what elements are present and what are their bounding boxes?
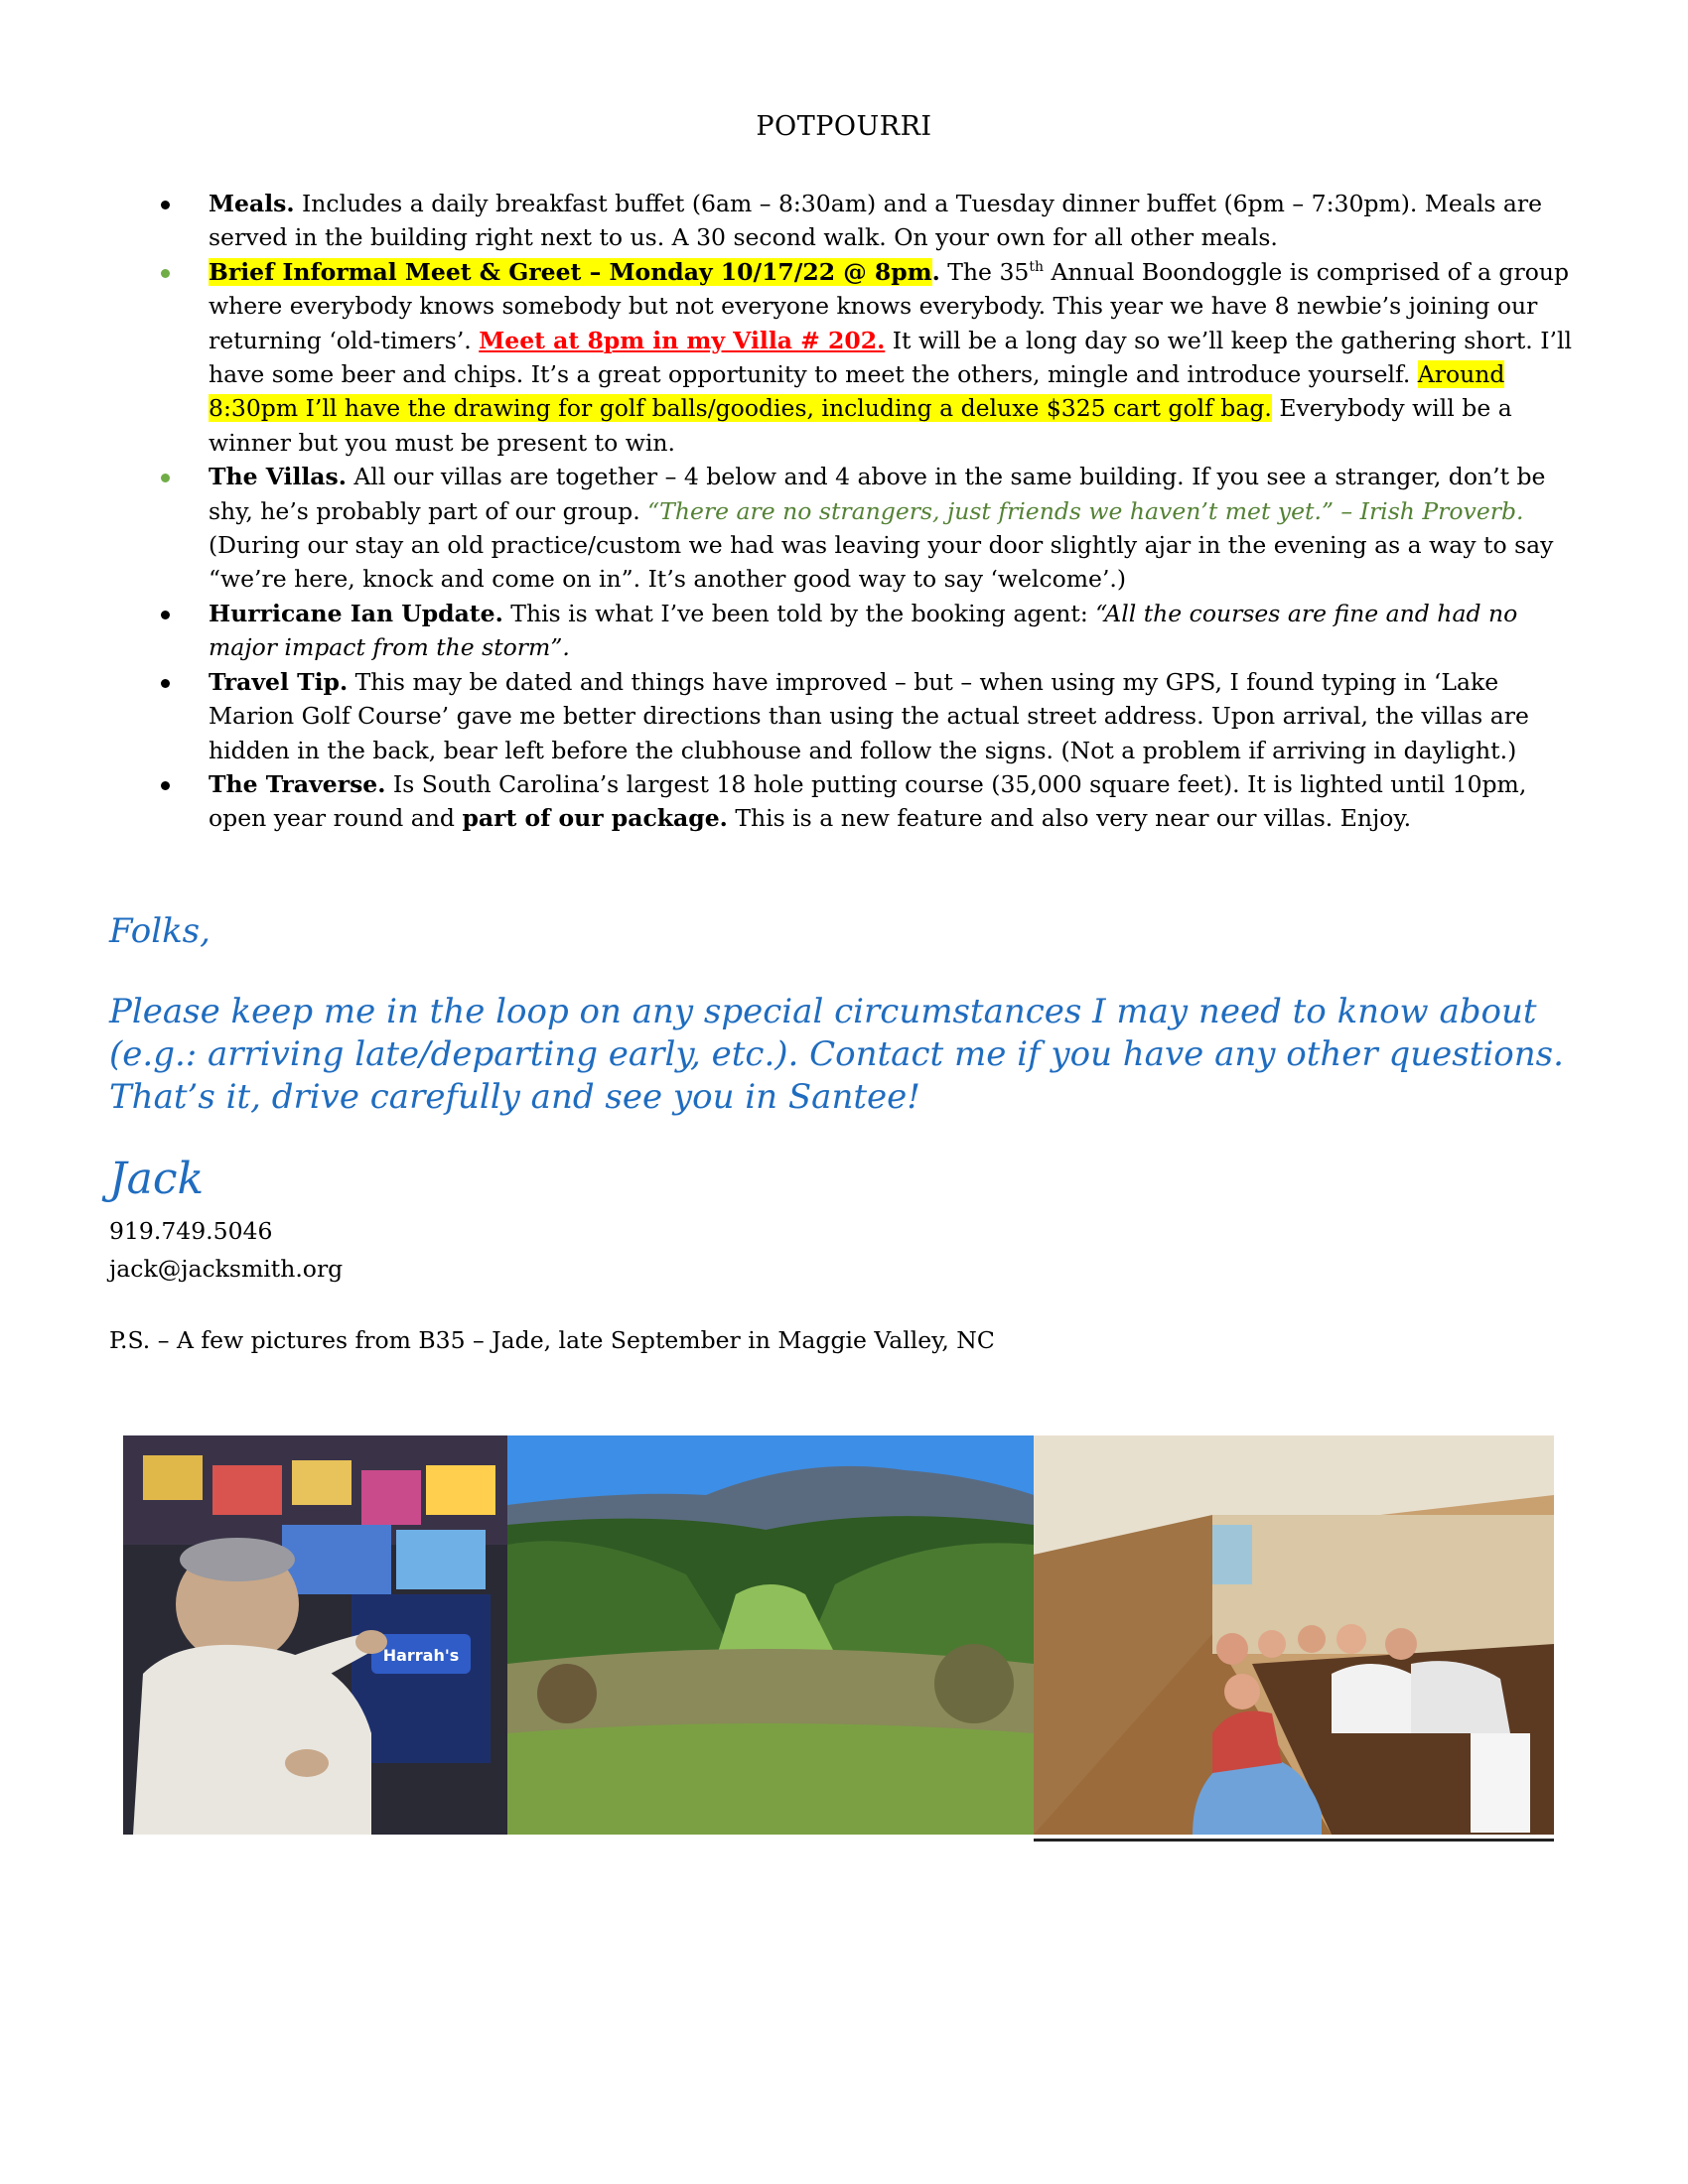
meet-text-3: It will be a long day so we’ll keep the gathering short. I’ll have some beer and chips. It’s a great opportunity to meet the others, mingle and introduce yourself. — [209, 326, 1572, 389]
meals-text: Includes a daily breakfast buffet (6am – 8:30am) and a Tuesday dinner buffet (6pm – 7:30pm). Meals are served in the building right next to us. A 30 second walk. On your own for all other meals. — [209, 190, 1543, 252]
travel-text: This may be dated and things have improved – but – when using my GPS, I found typing in ‘Lake Marion Golf Course’ gave me better directions than using the actual street address. Upon arrival, the villas are hidden in the back, bear left before the clubhouse and follow the signs. (Not a problem if arriving in daylight.) — [209, 667, 1529, 764]
hurricane-text: This is what I’ve been told by the booking agent: — [502, 599, 1096, 627]
list-item-travel-tip — [159, 665, 1579, 767]
bullet-icon — [161, 679, 170, 688]
potpourri-list — [159, 187, 1579, 836]
casino-photo-image — [123, 1435, 507, 1835]
list-item-traverse — [159, 767, 1579, 836]
group-dinner-photo-image — [1034, 1435, 1554, 1835]
meet-greet-label-end: . — [931, 257, 940, 286]
email-address: jack@jacksmith.org — [109, 1255, 344, 1283]
casino-photo — [123, 1435, 507, 1835]
phone-number: 919.749.5046 — [109, 1217, 273, 1245]
list-item-villas — [159, 460, 1579, 597]
meet-text-4: Everybody will be a winner but you must be present to win. — [209, 394, 1512, 457]
villa-meeting-notice: Meet at 8pm in my Villa # 202. — [479, 326, 886, 354]
list-item-hurricane — [159, 597, 1579, 665]
bullet-icon — [161, 781, 170, 790]
closing-message: Please keep me in the loop on any special circumstances I may need to know about (e.g.: arriving late/departing early, etc.). Contact me if you have any other questions. That’s it, drive carefully and see you in Santee! — [109, 992, 1564, 1117]
traverse-package: part of our package. — [462, 804, 728, 833]
hurricane-quote: “All the courses are fine and had no major impact from the storm”. — [209, 599, 1518, 662]
meet-text-1: The 35 — [939, 257, 1030, 286]
hurricane-label: Hurricane Ian Update. — [209, 599, 503, 627]
traverse-text-1: Is South Carolina’s largest 18 hole putting course (35,000 square feet). It is lighted until 10pm, open year round and — [209, 769, 1527, 833]
traverse-text-2: This is a new feature and also very near our villas. Enjoy. — [727, 804, 1412, 833]
villas-text-2: (During our stay an old practice/custom we had was leaving your door slightly ajar in the evening as a way to say “we’re here, knock and come on in”. It’s another good way to say ‘welcome’.) — [209, 531, 1554, 594]
closing-greeting: Folks, — [109, 911, 211, 951]
group-dinner-photo — [1034, 1435, 1554, 1835]
meals-label: Meals. — [209, 190, 295, 217]
postscript: P.S. – A few pictures from B35 – Jade, late September in Maggie Valley, NC — [109, 1326, 995, 1354]
casino-sign-text: Harrah's — [382, 1646, 460, 1665]
meet-text-2: Annual Boondoggle is comprised of a group where everybody knows somebody but not everyone knows everybody. This year we have 8 newbie’s joining our returning ‘old-timers’. — [209, 257, 1570, 354]
travel-label: Travel Tip. — [209, 667, 349, 696]
bullet-icon — [161, 611, 170, 619]
mountain-golf-photo-image — [507, 1435, 1034, 1835]
bullet-icon — [161, 201, 170, 209]
meet-superscript: th — [1029, 258, 1044, 275]
page-title: POTPOURRI — [756, 111, 932, 142]
list-item-meet-greet — [159, 255, 1579, 460]
list-item-meals — [159, 187, 1579, 255]
bullet-icon — [161, 474, 170, 482]
photo-divider-line — [1034, 1839, 1554, 1842]
villas-text-1: All our villas are together – 4 below and 4 above in the same building. If you see a stranger, don’t be shy, he’s probably part of our group. — [209, 463, 1546, 525]
meet-greet-label: Brief Informal Meet & Greet – Monday 10/17/22 @ 8pm — [209, 257, 932, 286]
villas-label: The Villas. — [209, 463, 347, 491]
signature: Jack — [109, 1154, 205, 1204]
bullet-icon — [161, 269, 170, 278]
traverse-label: The Traverse. — [209, 769, 386, 798]
mountain-golf-photo — [507, 1435, 1034, 1835]
irish-proverb: “There are no strangers, just friends we haven’t met yet.” – Irish Proverb. — [647, 496, 1524, 525]
drawing-notice: Around 8:30pm I’ll have the drawing for golf balls/goodies, including a deluxe $325 cart golf bag. — [209, 360, 1505, 423]
